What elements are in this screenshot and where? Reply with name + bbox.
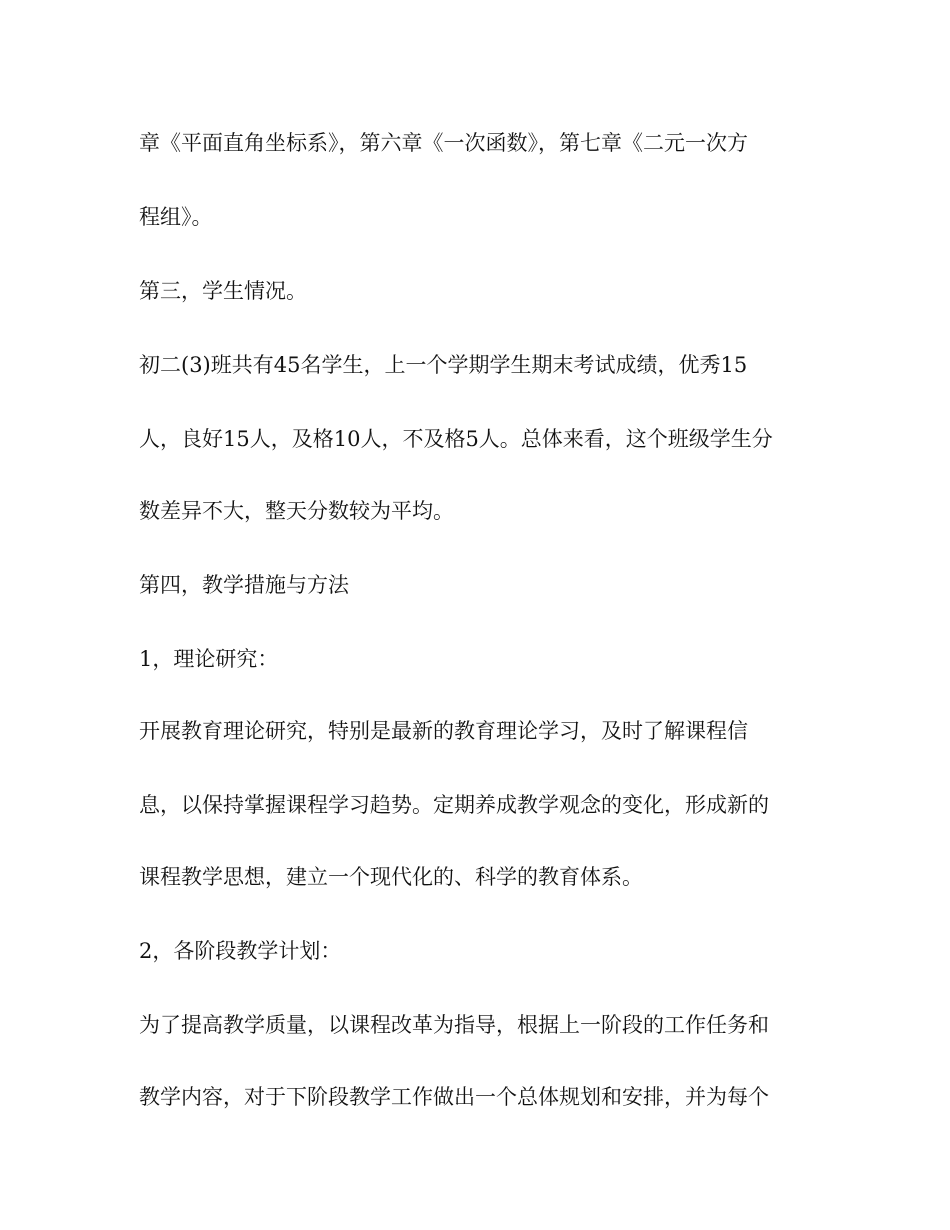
text-line: 数差异不大，整天分数较为平均。 — [139, 499, 454, 523]
text-line: 为了提高教学质量，以课程改革为指导，根据上一阶段的工作任务和 — [139, 1013, 769, 1037]
text-line: 开展教育理论研究，特别是最新的教育理论学习，及时了解课程信 — [139, 719, 748, 743]
section-heading: 第四，教学措施与方法 — [139, 573, 349, 597]
text-line: 章《平面直角坐标系》，第六章《一次函数》，第七章《二元一次方 — [139, 131, 748, 155]
section-heading: 第三，学生情况。 — [139, 279, 307, 303]
text-line: 教学内容，对于下阶段教学工作做出一个总体规划和安排，并为每个 — [139, 1085, 769, 1109]
text-line: 息，以保持掌握课程学习趋势。定期养成教学观念的变化，形成新的 — [139, 793, 769, 817]
text-line: 初二(3)班共有45名学生，上一个学期学生期末考试成绩，优秀15 — [139, 353, 748, 377]
text-line: 课程教学思想，建立一个现代化的、科学的教育体系。 — [139, 865, 643, 889]
subsection-heading: 1，理论研究： — [139, 647, 279, 671]
subsection-heading: 2，各阶段教学计划： — [139, 939, 342, 963]
text-line: 人，良好15人，及格10人，不及格5人。总体来看，这个班级学生分 — [139, 427, 773, 451]
text-line: 程组》。 — [139, 205, 213, 229]
